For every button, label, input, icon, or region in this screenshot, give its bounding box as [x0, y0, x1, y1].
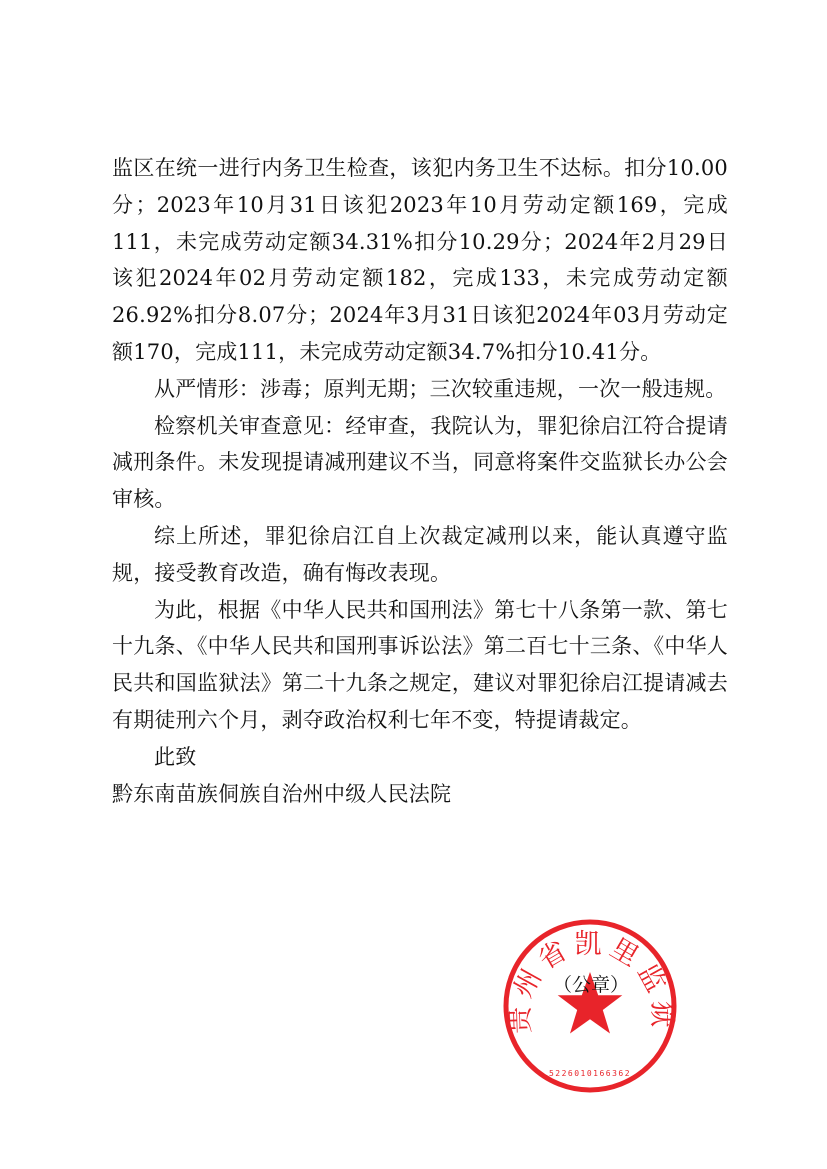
paragraph-aggravating-circumstances: 从严情形：涉毒；原判无期；三次较重违规，一次一般违规。 [154, 376, 727, 401]
paragraph-deductions: 监区在统一进行内务卫生检查，该犯内务卫生不达标。扣分10.00分；2023年10月31日该犯2023年10月劳动定额169，完成111，未完成劳动定额34.31%扣分10.29分；2024年2月29日该犯2024年02月劳动定额182，完成133，未完成劳动定额26.92%扣分8.07分；2024年3月31日该犯2024年03月劳动定额170，完成111，未完成劳动定额34.7%扣分10.41分。 [112, 156, 728, 364]
paragraph-summary: 综上所述，罪犯徐启江自上次裁定减刑以来，能认真遵守监规，接受教育改造，确有悔改表现。 [112, 523, 728, 585]
seal-serial: 5226010166362 [548, 1069, 632, 1078]
document-body [112, 150, 728, 812]
seal-caption: （公章） [553, 974, 630, 996]
seal-arc-text: 贵州省凯里监狱 [504, 928, 678, 1035]
salutation: 此致 [154, 744, 197, 769]
addressee: 黔东南苗族侗族自治州中级人民法院 [112, 781, 452, 806]
official-seal [500, 916, 680, 1096]
paragraph-procuratorate-opinion: 检察机关审查意见：经审查，我院认为，罪犯徐启江符合提请减刑条件。未发现提请减刑建议不当，同意将案件交监狱长办公会审核。 [112, 413, 728, 512]
seal-graphic [500, 916, 680, 1096]
paragraph-recommendation: 为此，根据《中华人民共和国刑法》第七十八条第一款、第七十九条、《中华人民共和国刑事诉讼法》第二百七十三条、《中华人民共和国监狱法》第二十九条之规定，建议对罪犯徐启江提请减去有期徒刑六个月，剥夺政治权利七年不变，特提请裁定。 [112, 597, 728, 732]
